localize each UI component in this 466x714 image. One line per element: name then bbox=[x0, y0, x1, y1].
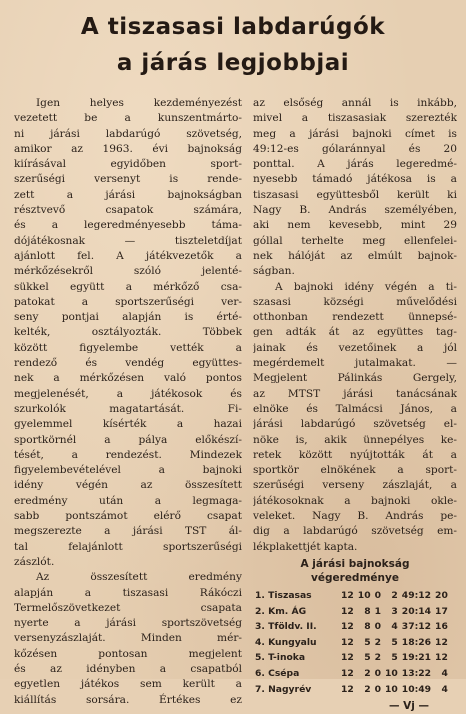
text-line: mivel a tiszasasiak szerezték bbox=[253, 112, 457, 125]
text-line: góllal terhelte meg ellenfelei- bbox=[253, 234, 457, 247]
text-line: ságban. bbox=[253, 265, 295, 278]
text-line: és az idényben a csapatból bbox=[14, 662, 242, 675]
author-signature: — Vj — bbox=[388, 700, 429, 713]
text-line: Igen helyes kezdeményezést bbox=[36, 97, 242, 109]
text-line: tiszasasi együttesből került ki bbox=[253, 188, 457, 201]
team-name: 4. Kungyalu bbox=[255, 636, 317, 648]
stat-cell: 2 bbox=[374, 636, 381, 648]
table-row bbox=[253, 650, 450, 666]
stat-cell: 10 bbox=[385, 668, 398, 680]
text-line: gen adták át az együttes tag- bbox=[253, 326, 457, 339]
text-line: dójátékosnak — tiszteletdíjat bbox=[14, 234, 242, 247]
text-line: között figyelembe vették a bbox=[14, 341, 242, 354]
text-line: megjelenését, a játékosok és bbox=[14, 387, 242, 400]
text-line: amikor az 1963. évi bajnokság bbox=[14, 142, 242, 155]
text-line: vezetett be a kunszentmárto- bbox=[14, 112, 242, 125]
text-line: és a legeredményesebb táma- bbox=[14, 219, 242, 232]
text-line: megérdemelt jutalmakat. — bbox=[253, 357, 457, 370]
text-line: sportkör elnökének a sport- bbox=[253, 464, 457, 477]
standings-title-line-1: A járási bajnokság bbox=[300, 557, 410, 570]
text-line: jainak és vezetőinek a jól bbox=[253, 341, 457, 354]
stat-cell: 8 bbox=[364, 605, 371, 617]
table-row bbox=[253, 588, 450, 604]
stat-cell: 8 bbox=[364, 621, 371, 633]
table-row bbox=[253, 635, 450, 651]
stat-cell: 12 bbox=[341, 652, 354, 664]
stat-cell: 12 bbox=[341, 590, 354, 602]
text-line: sükkel együtt a mérkőző csa- bbox=[14, 280, 242, 293]
stat-cell: 13:22 bbox=[401, 668, 432, 680]
text-line: dig a labdarúgó szövetség em- bbox=[253, 525, 457, 538]
text-line: nek a mérkőzésen való pontos bbox=[14, 372, 242, 385]
text-line: játékosoknak a bajnoki okle- bbox=[253, 494, 457, 507]
stat-cell: 5 bbox=[364, 636, 371, 648]
text-line: tését, a rendezést. Mindezek bbox=[14, 448, 242, 461]
stat-cell: 17 bbox=[435, 605, 448, 617]
team-name: 6. Csépa bbox=[255, 668, 300, 680]
text-line: eredmény után a legmaga- bbox=[14, 494, 242, 507]
stat-cell: 2 bbox=[391, 590, 398, 602]
team-name: 2. Km. ÁG bbox=[255, 605, 307, 617]
stat-cell: 1 bbox=[374, 605, 381, 617]
stat-cell: 5 bbox=[391, 652, 398, 664]
table-row bbox=[253, 681, 450, 697]
text-line: Nagy B. András személyében, bbox=[253, 204, 457, 217]
stat-cell: 10 bbox=[357, 590, 371, 602]
standings-table bbox=[253, 588, 450, 697]
text-line: alapján a tiszasasi Rákóczi bbox=[14, 586, 242, 599]
stat-cell: 20:14 bbox=[401, 605, 432, 617]
text-line: nyesebb támadó játékosa is a bbox=[253, 173, 457, 186]
stat-cell: 4 bbox=[391, 621, 398, 633]
stat-cell: 49:12 bbox=[401, 590, 432, 602]
table-row bbox=[253, 619, 450, 635]
stat-cell: 10:49 bbox=[401, 683, 432, 695]
text-line: lékplakettjét kapta. bbox=[253, 540, 358, 553]
text-line: gyelemmel kísérték a hazai bbox=[14, 418, 242, 431]
stat-cell: 4 bbox=[441, 683, 448, 695]
text-line: kiállítás sorsára. Értékes ez bbox=[14, 693, 242, 706]
text-line: Termelőszövetkezet csapata bbox=[14, 601, 242, 614]
text-line: seny pontjai alapján is érté- bbox=[14, 311, 242, 324]
text-line: kiírásával egyidőben sport- bbox=[14, 158, 242, 171]
stat-cell: 3 bbox=[391, 605, 398, 617]
text-line: kőzésen pontosan megjelent bbox=[14, 647, 242, 660]
text-line: Az összesített eredmény bbox=[36, 571, 242, 584]
text-line: mérkőzésekről szóló jelenté- bbox=[14, 265, 242, 278]
stat-cell: 2 bbox=[364, 668, 371, 680]
stat-cell: 0 bbox=[374, 683, 381, 695]
stat-cell: 2 bbox=[374, 652, 381, 664]
stat-cell: 12 bbox=[341, 636, 354, 648]
stat-cell: 18:26 bbox=[401, 636, 432, 648]
text-line: kelték, osztályozták. Többek bbox=[14, 326, 242, 339]
stat-cell: 12 bbox=[435, 652, 448, 664]
text-line: patokat a sportszerűségi ver- bbox=[14, 295, 242, 308]
text-line: szerűségi versenyt is rende- bbox=[14, 173, 242, 186]
right-column bbox=[253, 96, 457, 714]
text-line: ponttal. A járás legeredmé- bbox=[253, 158, 457, 171]
text-line: szasasi községi művelődési bbox=[253, 295, 457, 308]
team-name: 3. Tföldv. II. bbox=[255, 621, 317, 633]
table-row bbox=[253, 666, 450, 682]
standings-title-line-2: végeredménye bbox=[311, 571, 399, 584]
stat-cell: 5 bbox=[364, 652, 371, 664]
text-line: ajánlott fel. A játékvezetők a bbox=[14, 249, 242, 262]
table-row bbox=[253, 604, 450, 620]
standings-title bbox=[253, 557, 457, 585]
text-line: retek között nyújtották át a bbox=[253, 448, 457, 461]
text-line: szerűségi verseny zászlaját, a bbox=[253, 479, 457, 492]
right-column-text bbox=[253, 96, 457, 555]
text-line: elnöke és Talmácsi János, a bbox=[253, 402, 457, 415]
headline-line-1: A tiszasasi labdarúgók bbox=[80, 14, 386, 40]
text-line: aki nem kevesebb, mint 29 bbox=[253, 219, 457, 232]
stat-cell: 0 bbox=[374, 590, 381, 602]
text-line: megszerezte a járási TST ál- bbox=[14, 525, 242, 538]
text-line: szurkolók magatartását. Fi- bbox=[14, 402, 242, 415]
text-line: meg a járási bajnoki címet is bbox=[253, 127, 457, 140]
text-line: résztvevő csapatok számára, bbox=[14, 204, 242, 217]
text-line: nyerte a járási sportszövetség bbox=[14, 617, 242, 630]
stat-cell: 12 bbox=[341, 668, 354, 680]
text-line: A bajnoki idény végén a ti- bbox=[275, 280, 457, 293]
text-line: versenyzászlaját. Minden mér- bbox=[14, 632, 242, 645]
stat-cell: 16 bbox=[435, 621, 448, 633]
stat-cell: 37:12 bbox=[401, 621, 432, 633]
text-line: nöke is, akik ünnepélyes ke- bbox=[253, 433, 457, 446]
team-name: 1. Tiszasas bbox=[255, 590, 312, 602]
text-line: sabb pontszámot elérő csapat bbox=[14, 510, 242, 523]
stat-cell: 10 bbox=[385, 683, 398, 695]
text-line: idény végén az összesített bbox=[14, 479, 242, 492]
text-line: Megjelent Pálinkás Gergely, bbox=[253, 372, 457, 385]
stat-cell: 12 bbox=[341, 683, 354, 695]
stat-cell: 20 bbox=[435, 590, 448, 602]
text-line: zászlót. bbox=[14, 555, 55, 568]
stat-cell: 0 bbox=[374, 668, 381, 680]
text-line: ni járási labdarúgó szövetség, bbox=[14, 127, 242, 140]
text-line: sportkörnél a pálya előkészí- bbox=[14, 433, 242, 446]
stat-cell: 4 bbox=[441, 668, 448, 680]
text-line: az elsőség annál is inkább, bbox=[253, 97, 457, 109]
text-line: az MTST járási tanácsának bbox=[253, 387, 457, 400]
team-name: 5. T-inoka bbox=[255, 652, 306, 664]
stat-cell: 0 bbox=[374, 621, 381, 633]
text-line: tal felajánlott sportszerűségi bbox=[14, 540, 242, 553]
text-line: otthonban rendezett ünnepsé- bbox=[253, 311, 457, 324]
stat-cell: 5 bbox=[391, 636, 398, 648]
text-line: egyetlen játékos sem került a bbox=[14, 678, 242, 691]
text-line: zett a járási bajnokságban bbox=[14, 188, 242, 201]
stat-cell: 12 bbox=[341, 605, 354, 617]
stat-cell: 2 bbox=[364, 683, 371, 695]
text-line: nek hálóját az elmúlt bajnok- bbox=[253, 249, 457, 262]
stat-cell: 12 bbox=[435, 636, 448, 648]
headline-line-2: a járás legjobbjai bbox=[116, 50, 350, 76]
text-line: figyelembevételével a bajnoki bbox=[14, 464, 242, 477]
text-line: rendező és vendég együttes- bbox=[14, 357, 242, 370]
left-column bbox=[14, 96, 242, 708]
stat-cell: 19:21 bbox=[401, 652, 432, 664]
team-name: 7. Nagyrév bbox=[255, 683, 312, 695]
stat-cell: 12 bbox=[341, 621, 354, 633]
text-line: veleket. Nagy B. András pe- bbox=[253, 510, 457, 523]
text-line: járási labdarúgó szövetség el- bbox=[253, 418, 457, 431]
text-line: 49:12-es gólaránnyal és 20 bbox=[253, 142, 457, 155]
